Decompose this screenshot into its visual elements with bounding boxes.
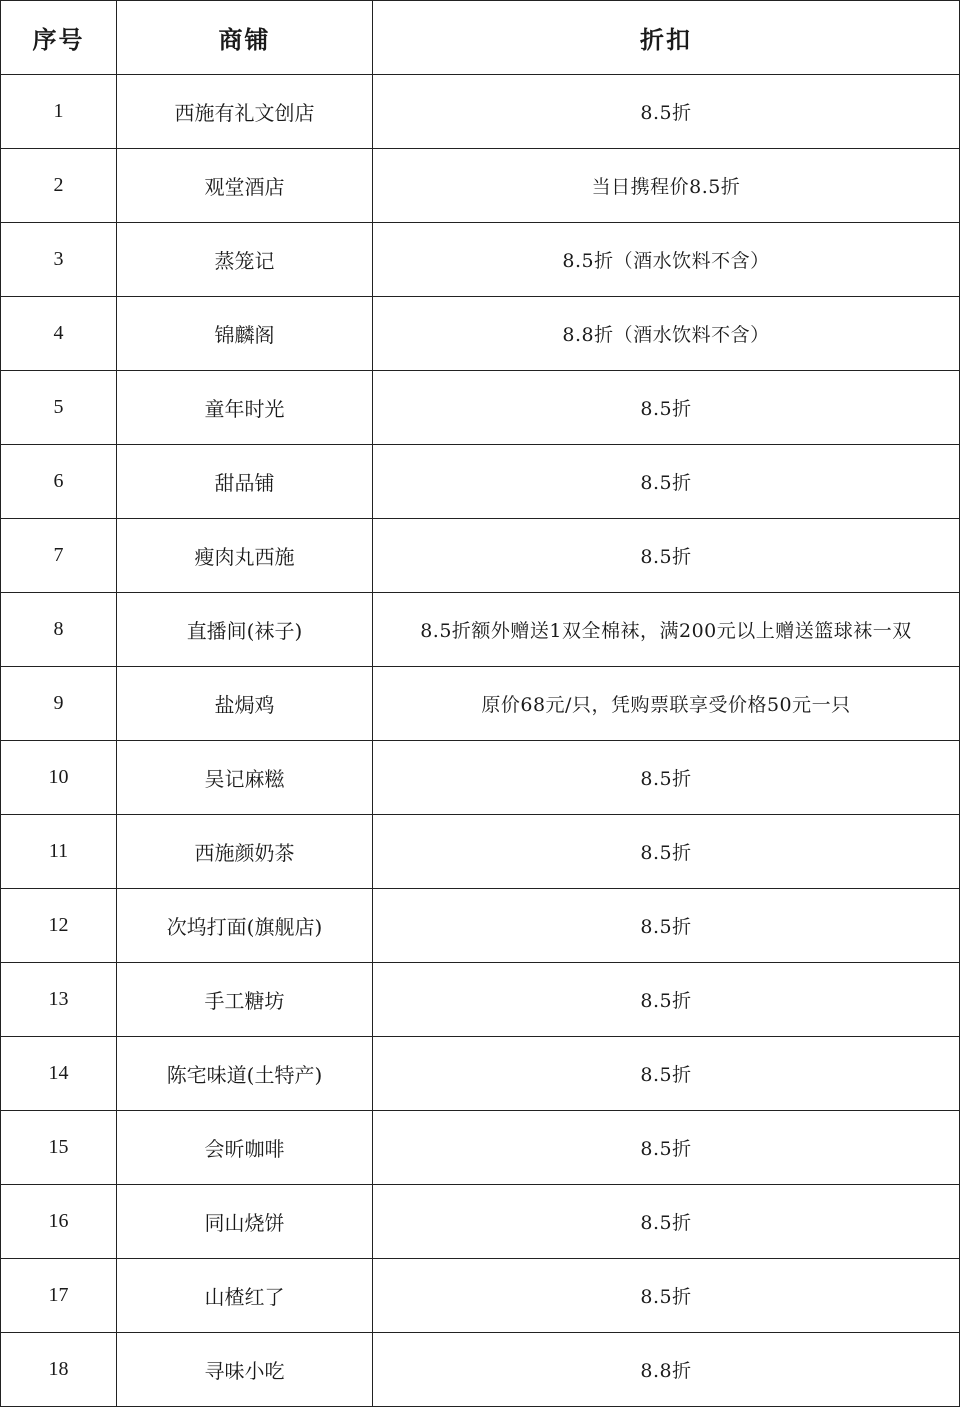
table-row bbox=[1, 519, 960, 593]
row-number: 15 bbox=[1, 1111, 117, 1185]
row-number: 1 bbox=[1, 75, 117, 149]
row-number: 4 bbox=[1, 297, 117, 371]
shop-name: 吴记麻糍 bbox=[117, 741, 373, 815]
table-row bbox=[1, 149, 960, 223]
discount-value: 8.5折 bbox=[373, 445, 960, 519]
row-number: 5 bbox=[1, 371, 117, 445]
discount-value: 8.5折 bbox=[373, 1185, 960, 1259]
discount-value: 8.5折额外赠送1双全棉袜，满200元以上赠送篮球袜一双 bbox=[373, 593, 960, 667]
table-row bbox=[1, 1037, 960, 1111]
discount-value: 8.5折 bbox=[373, 889, 960, 963]
shop-name: 同山烧饼 bbox=[117, 1185, 373, 1259]
table-row bbox=[1, 889, 960, 963]
table-row bbox=[1, 75, 960, 149]
discount-value: 原价68元/只，凭购票联享受价格50元一只 bbox=[373, 667, 960, 741]
table-row bbox=[1, 223, 960, 297]
discount-value: 8.5折 bbox=[373, 371, 960, 445]
table-row bbox=[1, 445, 960, 519]
row-number: 3 bbox=[1, 223, 117, 297]
row-number: 9 bbox=[1, 667, 117, 741]
shop-name: 观堂酒店 bbox=[117, 149, 373, 223]
header-shop: 商铺 bbox=[117, 1, 373, 75]
shop-name: 次坞打面(旗舰店) bbox=[117, 889, 373, 963]
row-number: 7 bbox=[1, 519, 117, 593]
discount-value: 8.5折 bbox=[373, 519, 960, 593]
row-number: 14 bbox=[1, 1037, 117, 1111]
shop-name: 蒸笼记 bbox=[117, 223, 373, 297]
table-header bbox=[1, 1, 960, 75]
table-row bbox=[1, 371, 960, 445]
discount-value: 8.8折 bbox=[373, 1333, 960, 1407]
shop-name: 手工糖坊 bbox=[117, 963, 373, 1037]
row-number: 16 bbox=[1, 1185, 117, 1259]
shop-name: 山楂红了 bbox=[117, 1259, 373, 1333]
row-number: 12 bbox=[1, 889, 117, 963]
shop-name: 童年时光 bbox=[117, 371, 373, 445]
table-row bbox=[1, 815, 960, 889]
header-row bbox=[1, 1, 960, 75]
shop-name: 甜品铺 bbox=[117, 445, 373, 519]
row-number: 13 bbox=[1, 963, 117, 1037]
discount-value: 8.5折 bbox=[373, 75, 960, 149]
shop-name: 西施有礼文创店 bbox=[117, 75, 373, 149]
header-discount: 折扣 bbox=[373, 1, 960, 75]
discount-value: 8.5折 bbox=[373, 1259, 960, 1333]
table-row bbox=[1, 741, 960, 815]
discount-value: 8.5折（酒水饮料不含） bbox=[373, 223, 960, 297]
row-number: 2 bbox=[1, 149, 117, 223]
row-number: 11 bbox=[1, 815, 117, 889]
table-row bbox=[1, 1259, 960, 1333]
discount-value: 8.5折 bbox=[373, 963, 960, 1037]
shop-name: 会昕咖啡 bbox=[117, 1111, 373, 1185]
table-row bbox=[1, 1185, 960, 1259]
row-number: 17 bbox=[1, 1259, 117, 1333]
discount-value: 8.5折 bbox=[373, 815, 960, 889]
shop-name: 陈宅味道(土特产) bbox=[117, 1037, 373, 1111]
table-row bbox=[1, 963, 960, 1037]
table-row bbox=[1, 1111, 960, 1185]
row-number: 6 bbox=[1, 445, 117, 519]
table-row bbox=[1, 593, 960, 667]
table-row bbox=[1, 667, 960, 741]
discount-value: 8.8折（酒水饮料不含） bbox=[373, 297, 960, 371]
shop-name: 盐焗鸡 bbox=[117, 667, 373, 741]
discount-value: 8.5折 bbox=[373, 741, 960, 815]
row-number: 8 bbox=[1, 593, 117, 667]
shop-name: 西施颜奶茶 bbox=[117, 815, 373, 889]
row-number: 18 bbox=[1, 1333, 117, 1407]
shop-name: 锦麟阁 bbox=[117, 297, 373, 371]
table-row bbox=[1, 1333, 960, 1407]
shop-name: 寻味小吃 bbox=[117, 1333, 373, 1407]
discount-value: 当日携程价8.5折 bbox=[373, 149, 960, 223]
discount-value: 8.5折 bbox=[373, 1111, 960, 1185]
shop-name: 瘦肉丸西施 bbox=[117, 519, 373, 593]
discount-value: 8.5折 bbox=[373, 1037, 960, 1111]
row-number: 10 bbox=[1, 741, 117, 815]
table-body bbox=[1, 75, 960, 1407]
table-row bbox=[1, 297, 960, 371]
header-no: 序号 bbox=[1, 1, 117, 75]
shop-name: 直播间(袜子) bbox=[117, 593, 373, 667]
